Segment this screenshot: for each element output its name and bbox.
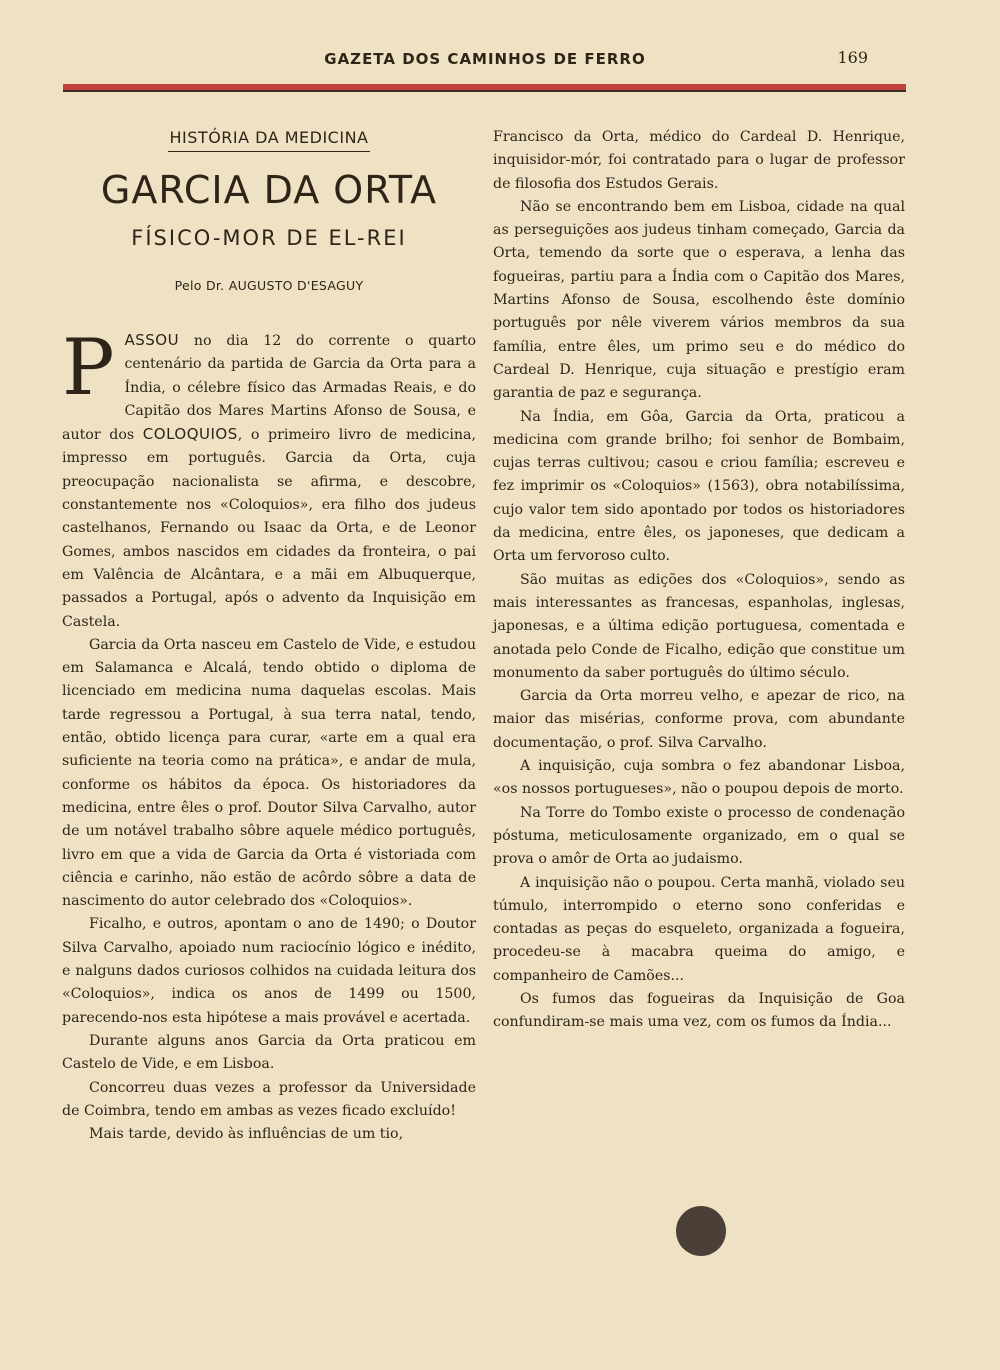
paragraph: Durante alguns anos Garcia da Orta praticou em Castelo de Vide, e em Lisboa. (62, 1032, 476, 1073)
header-rule (63, 84, 906, 92)
book-name: COLOQUIOS (142, 425, 238, 444)
paragraph: Os fumos das fogueiras da Inquisição de Goa confundiram-se mais uma vez, com os fumos da Índia... (493, 990, 905, 1031)
paragraph: A inquisição, cuja sombra o fez abandonar Lisboa, «os nossos portugueses», não o poupou depois de morto. (493, 758, 905, 798)
paragraph: A inquisição não o poupou. Certa manhã, violado seu túmulo, interrompido o eterno sono conferidas e contadas as peças do esqueleto, organizada a fogueira, procedeu-se à macabra queima do amigo, e companheiro de Camões... (493, 874, 905, 984)
right-body (493, 126, 905, 1035)
article-subtitle: FÍSICO-MOR DE EL-REI (131, 226, 407, 250)
section-label (62, 128, 476, 152)
paragraph: Na Torre do Tombo existe o processo de condenação póstuma, meticulosamente organizado, em o qual se prova o amôr de Orta ao judaismo. (493, 804, 905, 868)
byline: Pelo Dr. AUGUSTO D'ESAGUY (174, 278, 364, 293)
drop-cap: P (62, 323, 115, 413)
continuation-paragraph: Francisco da Orta, médico do Cardeal D. Henrique, inquisidor-mór, foi contratado para o lugar de professor de filosofia dos Estudos Gerais. (493, 129, 905, 192)
intro-text-a: no dia 12 do corrente o quarto centenário da partida de Garcia da Orta para a Índia, o célebre físico das Armadas Reais, e do Capitão dos Mares Martins Afonso de Sousa, e autor dos (62, 333, 476, 444)
end-ornament (676, 1206, 726, 1256)
running-header (60, 48, 910, 76)
left-body (62, 323, 477, 1146)
paragraph: Garcia da Orta morreu velho, e apezar de rico, na maior das misérias, conforme prova, com abundante documentação, o prof. Silva Carvalho. (493, 688, 905, 751)
article-title: GARCIA DA ORTA (100, 168, 438, 212)
page-number: 169 (837, 48, 868, 67)
intro-paragraph (62, 323, 477, 634)
left-column (62, 122, 476, 1146)
paragraph: Ficalho, e outros, apontam o ano de 1490; o Doutor Silva Carvalho, apoiado num raciocínio lógico e inédito, e nalguns dados curiosos colhidos na cuidada leitura dos «Coloquios», indica os anos de 1499 ou 1500, parecendo-nos esta hipótese a mais provável e acertada. (62, 916, 476, 1026)
paragraph: São muitas as edições dos «Coloquios», sendo as mais interessantes as francesas, espanholas, inglesas, japonesas, e a última edição portuguesa, comentada e anotada pelo Conde de Ficalho, edição que constitue um monumento da saber português do último século. (493, 571, 905, 681)
paragraph: Garcia da Orta nasceu em Castelo de Vide, e estudou em Salamanca e Alcalá, tendo obtido o diploma de licenciado em medicina numa daquelas escolas. Mais tarde regressou a Portugal, à sua terra natal, tendo, então, obtido licença para curar, «arte em a qual era suficiente na teoria como na prática», e andar de mula, conforme os hábitos da época. Os historiadores da medicina, entre êles o prof. Doutor Silva Carvalho, autor de um notável trabalho sôbre aquele médico português, livro em que a vida de Garcia da Orta é vistoriada com ciência e carinho, não estão de acôrdo sôbre a data de nascimento do autor celebrado dos «Coloquios». (62, 636, 476, 910)
journal-title: GAZETA DOS CAMINHOS DE FERRO (324, 50, 646, 68)
lead-word: ASSOU (124, 331, 180, 349)
paragraph: Não se encontrando bem em Lisboa, cidade na qual as perseguições aos judeus tinham começado, Garcia da Orta, temendo da sorte que o esperava, a lenha das fogueiras, partiu para a Índia com o Capitão dos Mares, Martins Afonso de Sousa, escolhendo êste domínio português por nêle viverem vários membros da sua família, entre êles, um primo seu e do médico do Cardeal D. Henrique, cuja situação e prestígio eram garantia de paz e segurança. (493, 198, 905, 402)
paragraph: Mais tarde, devido às influências de um tio, (89, 1126, 404, 1143)
paragraph: Na Índia, em Gôa, Garcia da Orta, praticou a medicina com grande brilho; foi senhor de Bombaim, cujas terras cultivou; casou e criou família; escreveu e fez imprimir os «Coloquios» (1563), obra notabilíssima, cujo valor tem sido apontado por todos os historiadores da medicina, entre êles, os japoneses, que dedicam a Orta um fervoroso culto. (493, 408, 905, 565)
paragraph: Concorreu duas vezes a professor da Universidade de Coimbra, tendo em ambas as vezes ficado excluído! (62, 1079, 476, 1119)
intro-text-b: , o primeiro livro de medicina, impresso em português. Garcia da Orta, cuja preocupação nacionalista se afirma, e descobre, constantemente nos «Coloquios», era filho dos judeus castelhanos, Fernando ou Isaac da Orta, e de Leonor Gomes, ambos nascidos em cidades da fronteira, o pai em Valência de Alcântara, e a mãi em Albuquerque, passados a Portugal, após o advento da Inquisição em Castela. (62, 427, 477, 630)
right-column (493, 126, 905, 1035)
section-label-text: HISTÓRIA DA MEDICINA (168, 128, 371, 152)
